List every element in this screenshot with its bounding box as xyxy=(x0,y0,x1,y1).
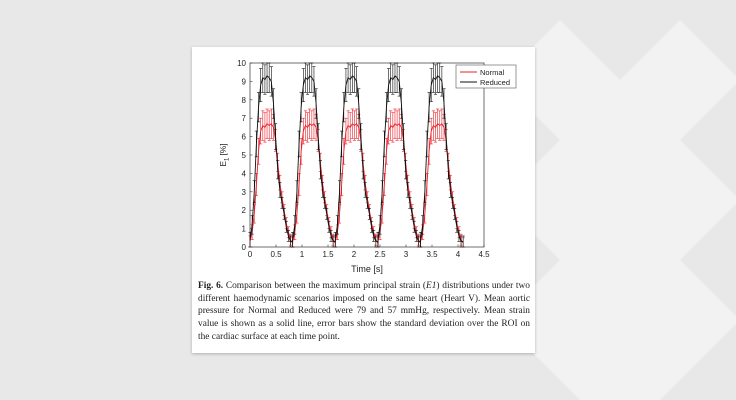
legend-label-normal: Normal xyxy=(480,68,505,77)
figure-caption xyxy=(198,280,530,344)
y-tick-label: 3 xyxy=(241,187,246,197)
series-normal xyxy=(248,109,464,247)
y-tick-label: 5 xyxy=(241,151,246,160)
y-tick-label: 7 xyxy=(241,114,246,124)
x-tick-label: 3 xyxy=(403,250,409,259)
caption-variable: E1 xyxy=(426,281,437,291)
y-tick-label: 4 xyxy=(241,169,246,179)
caption-label: Fig. 6. xyxy=(198,281,224,291)
y-tick-label: 2 xyxy=(241,206,246,216)
x-tick-label: 0 xyxy=(247,250,253,259)
y-axis-label-unit: [%] xyxy=(218,143,228,156)
y-axis-label xyxy=(218,143,231,166)
strain-chart xyxy=(192,47,535,279)
y-tick-label: 6 xyxy=(241,132,246,142)
x-tick-label: 4.5 xyxy=(478,250,490,259)
caption-text-after: ) distributions under two different haemodynamic scenarios imposed on the same heart (Heart V). Mean aortic pressure for Normal and Reduced were 79 and 57 mmHg, respectively. Mean strain value is shown as a solid line, error bars show the standard deviation over the ROI on the cardiac surface at each time point. xyxy=(198,281,530,342)
svg-text:E1[%] xyxy=(218,143,231,166)
y-axis-label-sub: 1 xyxy=(224,157,231,161)
x-axis-label: Time [s] xyxy=(351,264,383,274)
caption-text-before: Comparison between the maximum principal strain ( xyxy=(225,281,426,291)
y-tick-label: 9 xyxy=(241,77,246,87)
y-tick-label: 1 xyxy=(241,224,246,234)
x-tick-label: 1 xyxy=(299,250,305,259)
x-tick-label: 1.5 xyxy=(322,250,334,259)
y-tick-label: 10 xyxy=(237,59,246,68)
series-reduced xyxy=(248,63,464,247)
x-tick-label: 3.5 xyxy=(426,250,438,259)
y-tick-label: 0 xyxy=(241,243,246,252)
x-tick-label: 2.5 xyxy=(374,250,386,259)
figure-card xyxy=(192,47,535,353)
x-tick-label: 4 xyxy=(455,250,461,259)
x-tick-label: 2 xyxy=(351,250,357,259)
legend-label-reduced: Reduced xyxy=(480,78,511,87)
y-tick-label: 8 xyxy=(241,95,246,105)
legend xyxy=(456,65,516,88)
x-tick-label: 0.5 xyxy=(270,250,282,259)
data-layer xyxy=(248,63,464,247)
y-axis-label-main: E xyxy=(218,160,228,167)
